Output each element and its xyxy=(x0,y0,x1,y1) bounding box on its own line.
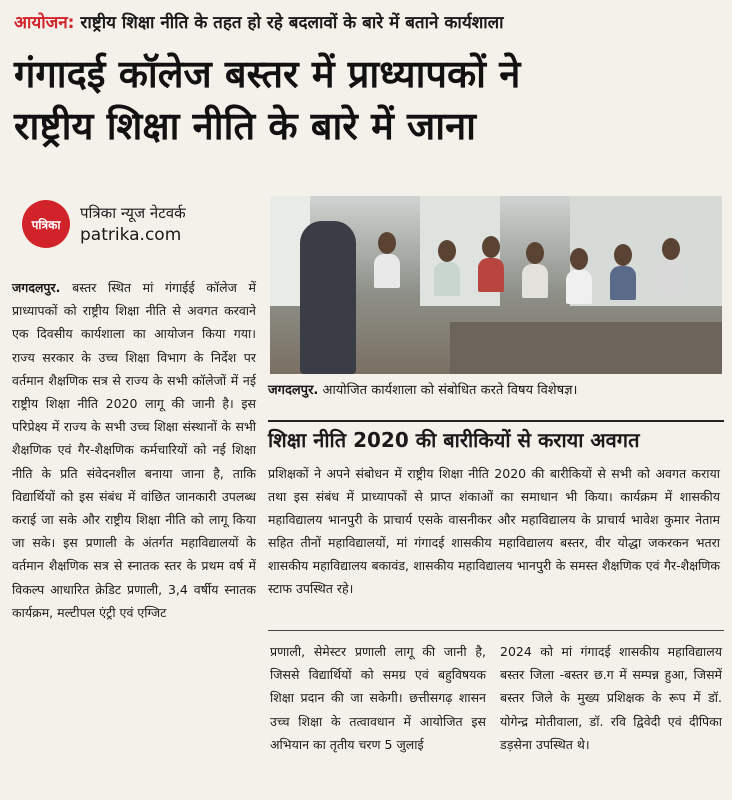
byline-site: patrika.com xyxy=(80,225,182,245)
byline xyxy=(22,200,252,250)
photo-person xyxy=(526,242,544,264)
photo-person xyxy=(658,260,684,294)
subhead: शिक्षा नीति 2020 की बारीकियों से कराया अवगत xyxy=(268,428,640,452)
subhead-rule xyxy=(268,420,724,422)
article-dateline: जगदलपुर. xyxy=(12,280,61,295)
photo-person xyxy=(478,258,504,292)
photo-window xyxy=(570,196,722,306)
photo-person xyxy=(522,264,548,298)
article-column-3: 2024 को मां गंगादई शासकीय महाविद्यालय बस्तर जिला -बस्तर छ.ग में सम्पन्न हुआ, जिसमें बस्तर जिले के मुख्य प्रशिक्षक के रूप में डॉ. योगेन्द्र मोतीवाला, डॉ. रवि द्विवेदी एवं दीपिका डड़सेना उपस्थित थे। xyxy=(500,644,722,752)
headline-line-1: गंगादई कॉलेज बस्तर में प्राध्यापकों ने xyxy=(14,52,521,96)
photo-person xyxy=(614,244,632,266)
headline-line-2: राष्ट्रीय शिक्षा नीति के बारे में जाना xyxy=(14,104,476,148)
photo-person xyxy=(482,236,500,258)
photo-person xyxy=(378,232,396,254)
photo-person xyxy=(566,270,592,304)
photo-person xyxy=(662,238,680,260)
caption-dateline: जगदलपुर. xyxy=(268,383,319,398)
photo-person xyxy=(374,254,400,288)
photo-person xyxy=(434,262,460,296)
byline-agency: पत्रिका न्यूज नेटवर्क xyxy=(80,204,186,222)
article-column-2: प्रणाली, सेमेस्टर प्रणाली लागू की जानी है, जिससे विद्यार्थियों को समग्र एवं बहुविषयक शिक्षा प्रदान की जा सकेगी। छत्तीसगढ़ शासन उच्च शिक्षा के तत्वावधान में आयोजित इस अभियान का तृतीय चरण 5 जुलाई xyxy=(270,644,486,752)
caption-text: आयोजित कार्यशाला को संबोधित करते विषय विशेषज्ञ। xyxy=(318,383,578,398)
article-column-1-text: बस्तर स्थित मां गंगाईई कॉलेज में प्राध्यापकों को राष्ट्रीय शिक्षा नीति से अवगत करवाने एक दिवसीय कार्यशाला का आयोजन किया गया। राज्य सरकार के उच्च शिक्षा विभाग के निर्देश पर वर्तमान शैक्षणिक सत्र से राज्य के सभी कॉलेजों में नई राष्ट्रीय शिक्षा नीति 2020 लागू की जानी है। इस परिप्रेक्ष्य में राज्य के सभी उच्च शिक्षा संस्थानों के सभी शैक्षणिक एवं गैर-शैक्षणिक कर्मचारियों को नई शिक्षा नीति के प्रति संवेदनशील बनाया जाना है, ताकि विद्यार्थियों को इस संबंध में वांछित जानकारी उपलब्ध कराई जा सके और राष्ट्रीय शिक्षा नीति को लागू किया जा सके। इस प्रणाली के अंतर्गत महाविद्यालयों के वर्तमान शैक्षणिक सत्र से स्नातक स्तर के प्रथम वर्ष में विकल्प आधारित क्रेडिट प्रणाली, 3,4 वर्षीय स्नातक कार्यक्रम, मल्टीपल एंट्री एवं एग्जिट xyxy=(12,280,256,620)
kicker-line xyxy=(14,10,720,33)
photo-speaker xyxy=(300,221,356,374)
photo-person xyxy=(610,266,636,300)
photo-caption xyxy=(268,380,724,398)
column-divider xyxy=(268,630,724,631)
patrika-logo: पत्रिका xyxy=(22,200,70,248)
subhead-body-text: प्रशिक्षकों ने अपने संबोधन में राष्ट्रीय शिक्षा नीति 2020 की बारीकियों से सभी को अवगत कराया तथा इस संबंध में प्राध्यापकों से प्राप्त शंकाओं का समाधान भी किया। कार्यक्रम में शासकीय महाविद्यालय भानपुरी के प्राचार्य एसके वासनीकर और महाविद्यालय के प्राचार्य भावेश कुमार नेताम सहित तीनों महाविद्यालयों, मां गंगादई शासकीय महाविद्यालय बस्तर, वीर योद्धा जकरकन भतरा शासकीय महाविद्यालय बकावंड, शासकीय महाविद्यालय भानपुरी के समस्त शैक्षणिक एवं गैर-शैक्षणिक स्टाफ उपस्थित रहे। xyxy=(268,466,720,596)
article-column-1 xyxy=(12,276,256,624)
headline xyxy=(14,48,720,152)
workshop-photo xyxy=(270,196,722,374)
photo-person xyxy=(438,240,456,262)
photo-table xyxy=(450,322,722,374)
photo-person xyxy=(570,248,588,270)
kicker-text: राष्ट्रीय शिक्षा नीति के तहत हो रहे बदलावों के बारे में बताने कार्यशाला xyxy=(80,13,504,33)
kicker-tag: आयोजन: xyxy=(14,13,75,33)
